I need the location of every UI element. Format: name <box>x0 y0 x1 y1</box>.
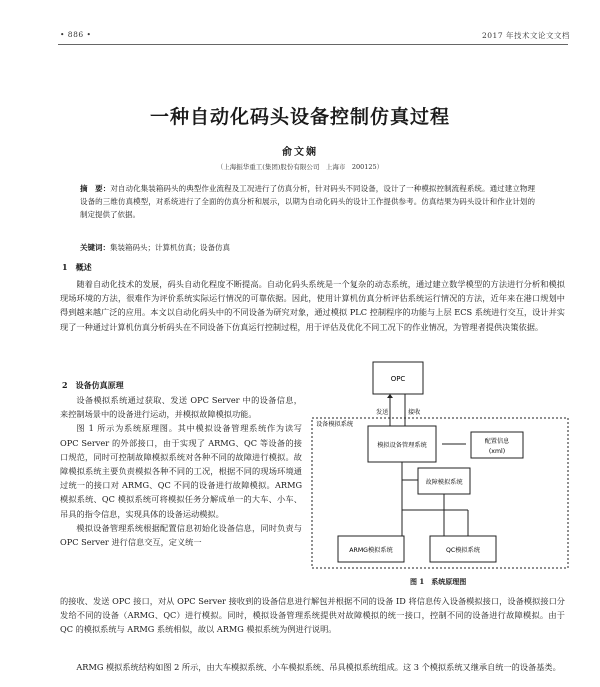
figure-1-caption: 图 1 系统原理图 <box>410 577 467 586</box>
section-2-paragraph-3-cont: 的接收、发送 OPC 接口，对从 OPC Server 接收到的设备信息进行解包并根据不同的设备 ID 将信息传入设备模拟接口，设备模拟接口分发给不同的设备（ARMG、QC）进行模拟。同时，模拟设备管理系统提供对故障模拟的统一接口，控制不同的设备进行故障模拟。由于 QC 的模拟系统与 ARMG 系统相似，故以 ARMG 模拟系统为例进行说明。 <box>60 596 565 635</box>
section-1-paragraph: 随着自动化技术的发展，码头自动化程度不断提高。自动化码头系统是一个复杂的动态系统，通过建立数学模型的方法进行分析和模拟现场环境的方法，很难作为评价系统实际运行情况的可靠依据。因此，使用计算机仿真分析评估系统运行情况的方法，近年来在港口规划中得到越来越广泛的应用。本文以自动化码头中的不同设备为研究对象，通过模拟 PLC 控制程序的功能与上层 ECS 系统进行交互，设计并实现了一种通过计算机仿真分析码头在不同设备下仿真运行控制过程，用于评估及优化不同工况下的作业情况，为管理者提供决策依据。 <box>60 279 565 332</box>
section-2-paragraph-1: 设备模拟系统通过获取、发送 OPC Server 中的设备信息，来控制场景中的设备进行运动，并模拟故障模拟功能。 <box>60 395 302 420</box>
config-label-1: 配置信息 <box>484 438 510 445</box>
figure-1-diagram <box>308 360 570 586</box>
header-rule <box>58 44 568 45</box>
fault-label: 故障模拟系统 <box>425 479 463 486</box>
section-1-body <box>60 277 565 334</box>
keywords-label: 关键词： <box>80 243 110 252</box>
system-label: 设备模拟系统 <box>316 421 354 428</box>
section-2-column <box>60 393 302 549</box>
section-2-last <box>60 660 565 674</box>
keywords-text: 集装箱码头；计算机仿真；设备仿真 <box>110 243 230 252</box>
section-1-heading: 1 概述 <box>62 262 92 272</box>
abstract-label: 摘 要： <box>80 184 111 193</box>
author-name: 俞文娴 <box>282 147 318 158</box>
receive-label: 接收 <box>408 409 421 416</box>
abstract <box>80 182 535 221</box>
keywords <box>80 241 535 254</box>
abstract-text: 对自动化集装箱码头的典型作业流程及工况进行了仿真分析，针对码头不同设备，设计了一种模拟控制流程系统。通过建立物理设备的三维仿真模型，对系统进行了全面的仿真分析和展示，以期为自动化码头的设计工作提供参考。仿真结果为码头设计和作业计划的制定提供了依据。 <box>80 184 536 219</box>
armg-label: ARMG模拟系统 <box>349 547 393 554</box>
section-2-heading: 2 设备仿真原理 <box>62 380 124 390</box>
opc-label: OPC <box>390 375 406 383</box>
section-2-paragraph-3-start: 模拟设备管理系统根据配置信息初始化设备信息，同时负责与 OPC Server 进行信息交互，定义统一 <box>60 522 302 548</box>
send-arrowhead <box>387 394 393 398</box>
section-2-full-width <box>60 594 565 637</box>
figure-1 <box>308 360 570 586</box>
section-2-paragraph-4: ARMG 模拟系统结构如图 2 所示，由大车模拟系统、小车模拟系统、吊具模拟系统组成。这 3 个模拟系统又继承自统一的设备基类。 <box>76 662 561 672</box>
config-label-2: (xml) <box>488 448 506 455</box>
journal-name: 2017 年技术文论文文档 <box>482 31 570 40</box>
page-number: • 886 • <box>60 30 92 39</box>
qc-label: QC模拟系统 <box>446 547 480 554</box>
article-title: 一种自动化码头设备控制仿真过程 <box>149 106 450 128</box>
section-2-paragraph-2: 图 1 所示为系统原理图。其中模拟设备管理系统作为读写 OPC Server 的外部接口，由于实现了 ARMG、QC 等设备的接口规范，同时可控制故障模拟系统对各种不同的故障进行模拟。故障模拟系统主要负责模拟各种不同的工况，根据不同的现场环境通过统一的接口对 ARMG、QC 不同的设备进行故障模拟。ARMG 模拟系统、QC 模拟系统可将模拟任务分解成单一的大车、小车、吊具的指令信息，实现具体的设备运动模拟。 <box>60 423 302 519</box>
author-affiliation: （上海振华重工(集团)股份有限公司 上海市 200125） <box>216 163 384 171</box>
manager-label: 模拟设备管理系统 <box>377 442 427 449</box>
send-label: 发送 <box>376 409 389 416</box>
